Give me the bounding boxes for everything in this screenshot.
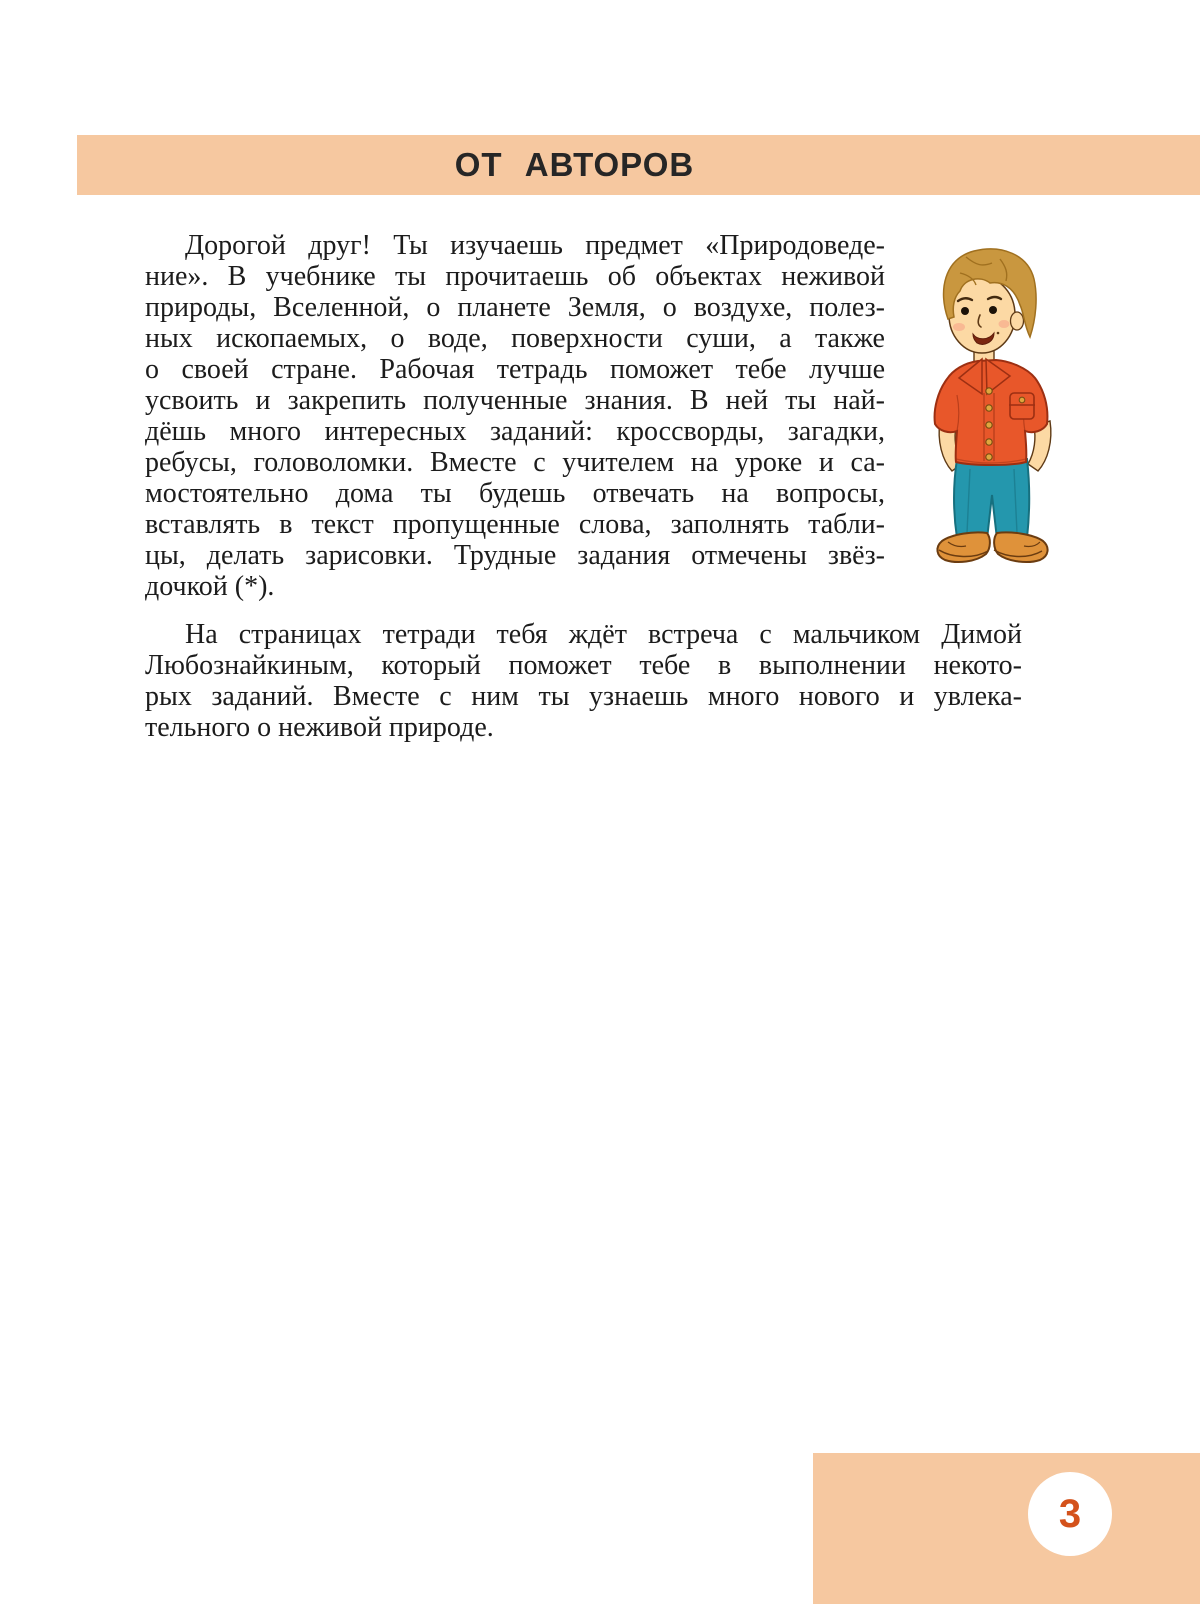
paragraph-line: дёшь много интересных заданий: кроссворды, загадки, bbox=[145, 416, 885, 447]
boy-eye-left bbox=[961, 307, 969, 315]
paragraph-line: цы, делать зарисовки. Трудные задания отмечены звёз- bbox=[145, 540, 885, 571]
page-number: 3 bbox=[1058, 1491, 1082, 1536]
paragraph-line: ных ископаемых, о воде, поверхности суши, а также bbox=[145, 323, 885, 354]
boy-pants bbox=[954, 459, 1029, 539]
paragraph-line: мостоятельно дома ты будешь отвечать на вопросы, bbox=[145, 478, 885, 509]
boy-beauty-mark bbox=[997, 332, 1000, 335]
page-content bbox=[145, 230, 1022, 743]
section-header-band bbox=[77, 135, 1200, 195]
paragraph-line: природы, Вселенной, о планете Земля, о воздухе, полез- bbox=[145, 292, 885, 323]
paragraph-line: Дорогой друг! Ты изучаешь предмет «Природоведе- bbox=[185, 230, 885, 261]
intro-paragraph-1 bbox=[145, 230, 1022, 602]
boy-illustration bbox=[930, 245, 1060, 570]
boy-shoe-right bbox=[994, 532, 1047, 562]
paragraph-line: тельного о неживой природе. bbox=[145, 712, 494, 743]
page-number-badge bbox=[1028, 1472, 1112, 1556]
boy-eye-right bbox=[989, 306, 997, 314]
intro-paragraph-2 bbox=[145, 619, 1022, 743]
page-title: ОТ АВТОРОВ bbox=[454, 146, 695, 183]
paragraph-line: ние». В учебнике ты прочитаешь об объектах неживой bbox=[145, 261, 885, 292]
boy-cheek-right bbox=[999, 320, 1010, 328]
boy-cheek-left bbox=[953, 323, 965, 331]
paragraph-line: усвоить и закрепить полученные знания. В ней ты най- bbox=[145, 385, 885, 416]
boy-ear bbox=[1011, 312, 1024, 330]
boy-head bbox=[944, 249, 1037, 371]
paragraph-line: На страницах тетради тебя ждёт встреча с мальчиком Димой bbox=[185, 619, 1022, 650]
boy-shoe-left bbox=[937, 532, 989, 562]
paragraph-line: рых заданий. Вместе с ним ты узнаешь много нового и увлека- bbox=[145, 681, 1022, 712]
paragraph-line: Любознайкиным, который поможет тебе в выполнении некото- bbox=[145, 650, 1022, 681]
paragraph-line: вставлять в текст пропущенные слова, заполнять табли- bbox=[145, 509, 885, 540]
boy-illustration-svg bbox=[930, 245, 1060, 570]
paragraph-line: дочкой (*). bbox=[145, 571, 275, 602]
boy-pocket-button bbox=[1019, 397, 1025, 403]
paragraph-line: ребусы, головоломки. Вместе с учителем на уроке и са- bbox=[145, 447, 885, 478]
footer-band bbox=[813, 1453, 1200, 1604]
paragraph-line: о своей стране. Рабочая тетрадь поможет тебе лучше bbox=[145, 354, 885, 385]
